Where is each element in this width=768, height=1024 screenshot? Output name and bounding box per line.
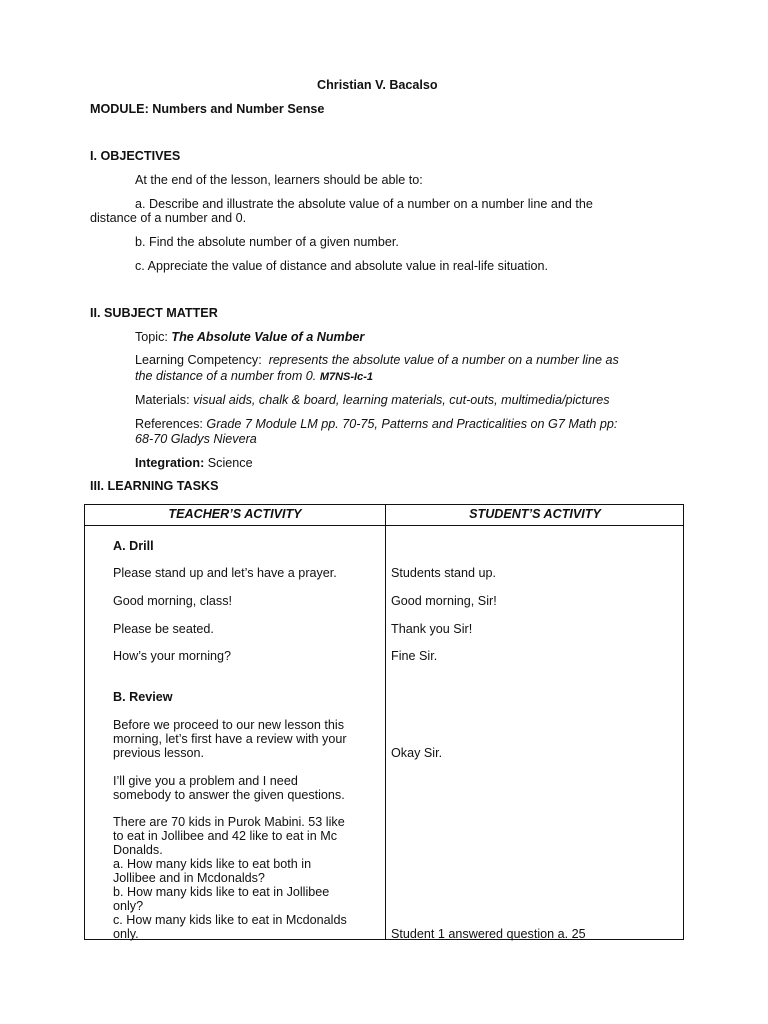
competency-label: Learning Competency:: [135, 353, 262, 367]
module-title: MODULE: Numbers and Number Sense: [90, 102, 325, 116]
drill-teacher-2: Good morning, class!: [113, 594, 232, 608]
objectives-intro: At the end of the lesson, learners should be able to:: [135, 173, 423, 187]
objective-a-line1: a. Describe and illustrate the absolute value of a number on a number line and the: [135, 197, 593, 211]
topic-value: The Absolute Value of a Number: [171, 330, 365, 344]
objective-c: c. Appreciate the value of distance and absolute value in real-life situation.: [135, 259, 549, 273]
materials-line: [135, 393, 610, 408]
review-p2-line1: I’ll give you a problem and I need: [113, 774, 298, 788]
references-line1: [135, 417, 617, 432]
references-text-1: Grade 7 Module LM pp. 70-75, Patterns and Practicalities on G7 Math pp:: [206, 417, 618, 431]
drill-student-1: Students stand up.: [391, 566, 497, 580]
competency-text-1: represents the absolute value of a number on a number line as: [268, 353, 619, 367]
review-p3-line9: only.: [113, 927, 139, 941]
competency-line1: [135, 353, 619, 368]
review-p3-line7: only?: [113, 899, 144, 913]
objective-a-line2: distance of a number and 0.: [90, 211, 247, 225]
drill-teacher-3: Please be seated.: [113, 622, 214, 636]
teacher-activity-header: TEACHER’S ACTIVITY: [168, 507, 302, 521]
competency-text-2: the distance of a number from 0.: [135, 369, 317, 383]
references-line2: 68-70 Gladys Nievera: [135, 432, 257, 446]
review-p3-line5: Jollibee and in Mcdonalds?: [113, 871, 265, 885]
integration-value: Science: [207, 456, 253, 470]
topic-label: Topic:: [135, 330, 168, 344]
review-p2-line2: somebody to answer the given questions.: [113, 788, 345, 802]
review-p3-line8: c. How many kids like to eat in Mcdonalds: [113, 913, 347, 927]
table-column-divider: [385, 505, 386, 939]
drill-teacher-4: How’s your morning?: [113, 649, 232, 663]
review-p3-line6: b. How many kids like to eat in Jollibee: [113, 885, 330, 899]
competency-code: M7NS-Ic-1: [319, 371, 373, 383]
review-p3-line2: to eat in Jollibee and 42 like to eat in Mc: [113, 829, 338, 843]
objective-b: b. Find the absolute number of a given number.: [135, 235, 399, 249]
review-p3-line3: Donalds.: [113, 843, 163, 857]
drill-student-4: Fine Sir.: [391, 649, 438, 663]
learning-tasks-heading: III. LEARNING TASKS: [90, 479, 219, 493]
subject-matter-heading: II. SUBJECT MATTER: [90, 306, 218, 320]
review-student-answer: Student 1 answered question a. 25: [391, 927, 586, 941]
topic-line: [135, 330, 364, 345]
table-header-divider: [85, 525, 683, 526]
review-p3-line4: a. How many kids like to eat both in: [113, 857, 312, 871]
drill-student-3: Thank you Sir!: [391, 622, 473, 636]
integration-line: [135, 456, 253, 471]
drill-heading: A. Drill: [113, 539, 154, 553]
review-student-okay: Okay Sir.: [391, 746, 443, 760]
integration-label: Integration:: [135, 456, 205, 470]
review-heading: B. Review: [113, 690, 173, 704]
materials-label: Materials:: [135, 393, 190, 407]
competency-line2: [135, 369, 373, 385]
materials-value: visual aids, chalk & board, learning materials, cut-outs, multimedia/pictures: [193, 393, 610, 407]
references-label: References:: [135, 417, 203, 431]
review-p1-line2: morning, let’s first have a review with your: [113, 732, 347, 746]
review-p3-line1: There are 70 kids in Purok Mabini. 53 like: [113, 815, 345, 829]
author-name: Christian V. Bacalso: [317, 78, 438, 92]
learning-tasks-table: [84, 504, 684, 940]
objectives-heading: I. OBJECTIVES: [90, 149, 181, 163]
drill-teacher-1: Please stand up and let’s have a prayer.: [113, 566, 337, 580]
drill-student-2: Good morning, Sir!: [391, 594, 497, 608]
review-p1-line3: previous lesson.: [113, 746, 205, 760]
review-p1-line1: Before we proceed to our new lesson this: [113, 718, 345, 732]
student-activity-header: STUDENT’S ACTIVITY: [469, 507, 601, 521]
